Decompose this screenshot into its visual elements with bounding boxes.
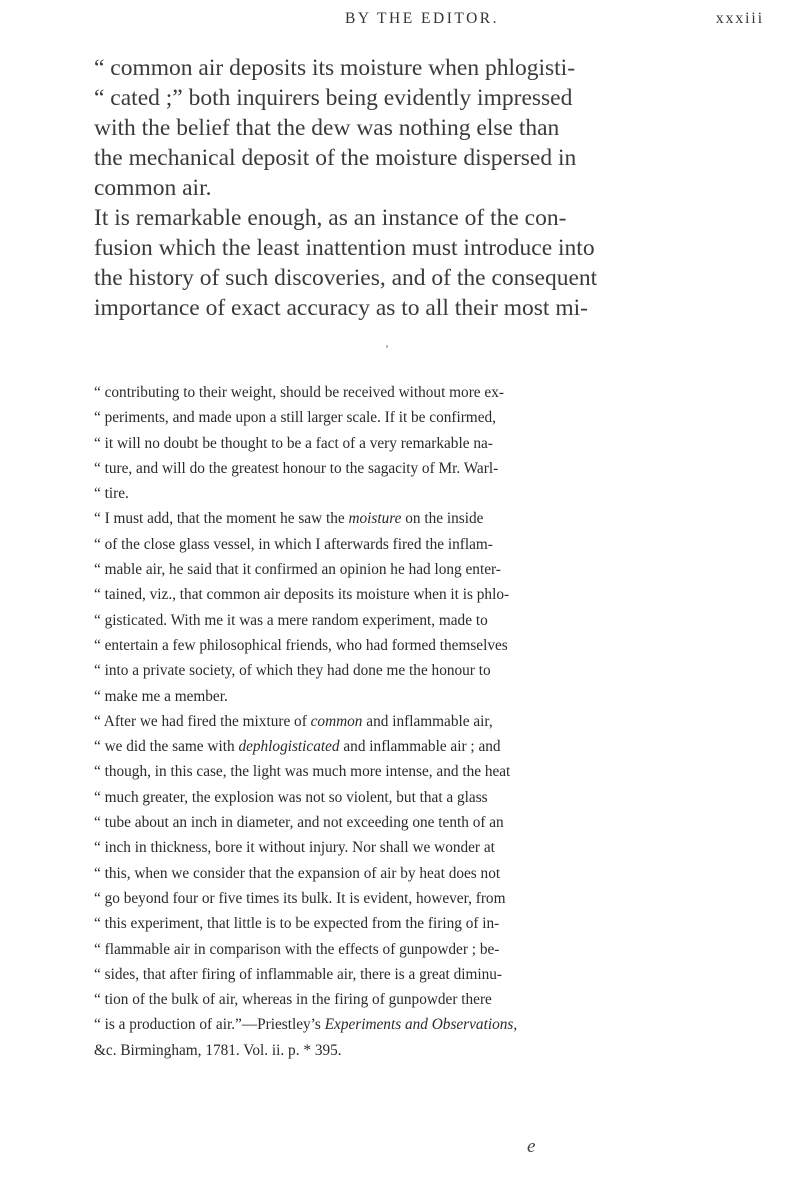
text-line: importance of exact accuracy as to all their most mi- [94, 295, 588, 321]
text-line: “ it will no doubt be thought to be a fact of a very remarkable na- [94, 434, 493, 452]
text-line: “ into a private society, of which they had done me the honour to [94, 662, 491, 680]
text-line: “ periments, and made upon a still larger scale. If it be confirmed, [94, 409, 496, 427]
emphasis: moisture [348, 510, 402, 528]
text-line: “ I must add, that the moment he saw the moisture on the inside [94, 510, 484, 528]
text-line: “ ture, and will do the greatest honour to the sagacity of Mr. Warl- [94, 459, 499, 477]
text-line: “ this experiment, that little is to be expected from the firing of in- [94, 915, 500, 933]
text-line: the mechanical deposit of the moisture dispersed in [94, 145, 577, 171]
text-line: “ flammable air in comparison with the effects of gunpowder ; be- [94, 940, 500, 958]
text-line: “ common air deposits its moisture when phlogisti- [94, 55, 576, 81]
page-header [80, 8, 764, 34]
text-line: with the belief that the dew was nothing else than [94, 115, 560, 141]
footnote-text [94, 380, 774, 1063]
text-line: &c. Birmingham, 1781. Vol. ii. p. * 395. [94, 1041, 342, 1059]
text-line: “ cated ;” both inquirers being evidently impressed [94, 85, 573, 111]
text-line: “ tained, viz., that common air deposits its moisture when it is phlo- [94, 586, 510, 604]
text-line: “ tire. [94, 485, 129, 503]
text-line: fusion which the least inattention must introduce into [94, 235, 595, 261]
text-line: “ mable air, he said that it confirmed an opinion he had long enter- [94, 561, 501, 579]
text-line: “ tube about an inch in diameter, and not exceeding one tenth of an [94, 814, 504, 832]
text-line: “ entertain a few philosophical friends, who had formed themselves [94, 636, 508, 654]
text-line: the history of such discoveries, and of the consequent [94, 265, 598, 291]
body-text [94, 53, 764, 323]
text-line: “ tion of the bulk of air, whereas in the firing of gunpowder there [94, 991, 492, 1009]
text-line: “ we did the same with dephlogisticated and inflammable air ; and [94, 738, 501, 756]
emphasis: common [310, 712, 363, 730]
text-line: “ After we had fired the mixture of common and inflammable air, [94, 712, 493, 730]
signature-mark: e [527, 1136, 536, 1157]
running-head: BY THE EDITOR. [345, 10, 499, 27]
text-line: “ is a production of air.”—Priestley’s Experiments and Observations, [94, 1016, 518, 1034]
text-line: “ much greater, the explosion was not so violent, but that a glass [94, 788, 488, 806]
text-line: “ make me a member. [94, 687, 228, 705]
text-line: “ go beyond four or five times its bulk. It is evident, however, from [94, 889, 506, 907]
text-line: “ this, when we consider that the expansion of air by heat does not [94, 864, 501, 882]
text-line: “ contributing to their weight, should be received without more ex- [94, 384, 504, 401]
page-number: xxxiii [715, 10, 764, 27]
emphasis: dephlogisticated [238, 738, 340, 756]
text-line: “ sides, that after firing of inflammable air, there is a great diminu- [94, 965, 503, 983]
text-line: “ of the close glass vessel, in which I afterwards fired the inflam- [94, 535, 493, 553]
text-line: “ inch in thickness, bore it without injury. Nor shall we wonder at [94, 839, 495, 857]
text-line: It is remarkable enough, as an instance of the con- [94, 205, 567, 231]
emphasis: Experiments and Observations, [324, 1016, 518, 1034]
text-line: common air. [94, 175, 212, 201]
text-line: “ gisticated. With me it was a mere random experiment, made to [94, 611, 488, 629]
print-speck [386, 345, 388, 348]
text-line: “ though, in this case, the light was much more intense, and the heat [94, 763, 511, 781]
